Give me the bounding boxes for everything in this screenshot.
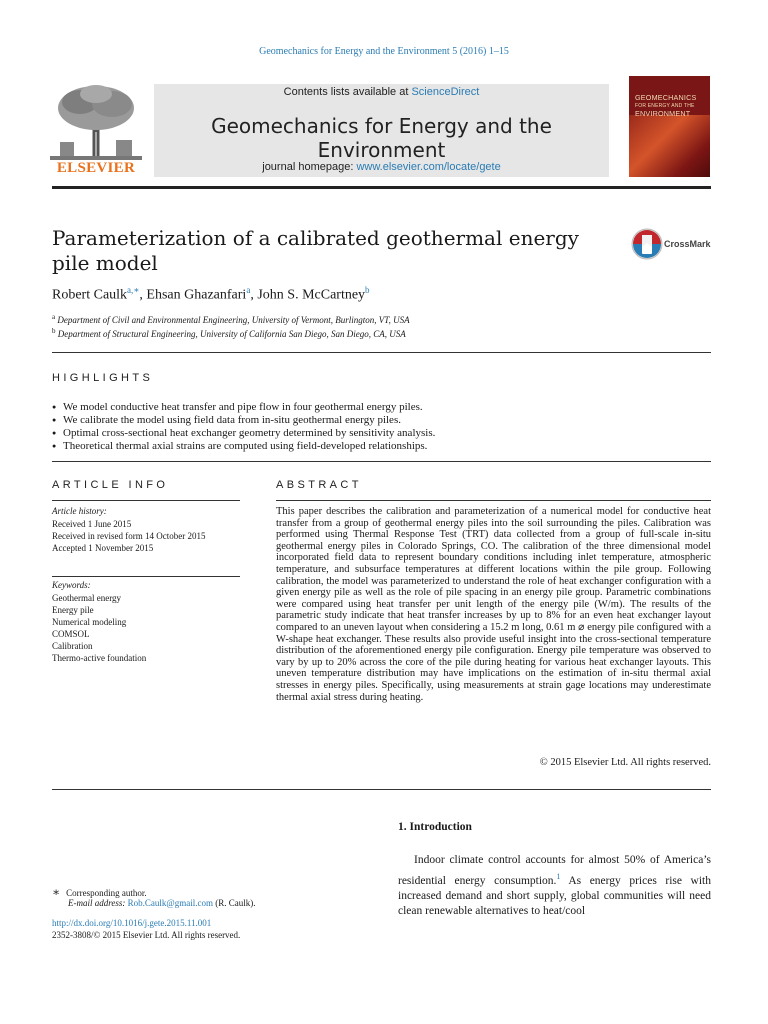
keywords-list bbox=[52, 592, 146, 664]
author-marks[interactable]: b bbox=[365, 285, 370, 295]
publisher-wordmark: ELSEVIER bbox=[56, 160, 136, 176]
intro-text: As energy prices rise with increased demand and short supply, global communities will need clean renewable alternatives to heat/cool bbox=[398, 874, 712, 918]
intro-text: Indoor climate control accounts for almost 50% of America’s residential energy consumption. bbox=[398, 854, 711, 887]
email-note bbox=[68, 898, 255, 908]
crossmark-icon bbox=[630, 227, 664, 261]
affiliation-mark: b bbox=[52, 327, 56, 335]
cover-line: ENVIRONMENT bbox=[635, 109, 691, 118]
highlight-item: ● Theoretical thermal axial strains are computed using field-developed relationships. bbox=[52, 440, 712, 453]
keyword: Numerical modeling bbox=[52, 617, 127, 627]
cover-line: FOR ENERGY AND THE bbox=[635, 103, 695, 109]
reference-link[interactable]: 1 bbox=[556, 871, 561, 881]
divider bbox=[52, 576, 240, 577]
highlights-list bbox=[52, 401, 712, 453]
journal-title: Geomechanics for Energy and the Environment bbox=[211, 114, 552, 162]
section-heading: 1. Introduction bbox=[398, 821, 472, 833]
corresponding-text: Corresponding author. bbox=[66, 888, 147, 898]
crossmark-label: CrossMark bbox=[664, 239, 711, 249]
divider bbox=[52, 352, 711, 353]
affiliation-text: Department of Civil and Environmental Engineering, University of Vermont, Burlington, VT, USA bbox=[57, 315, 410, 325]
author-marks[interactable]: a bbox=[246, 285, 251, 295]
author-name[interactable]: Robert Caulk bbox=[52, 287, 128, 303]
article-history bbox=[52, 518, 205, 554]
keyword: Calibration bbox=[52, 641, 93, 651]
homepage-prefix: journal homepage: bbox=[262, 161, 357, 173]
journal-homepage bbox=[154, 161, 609, 173]
email-label: E-mail address: bbox=[68, 898, 128, 908]
divider bbox=[52, 789, 711, 790]
journal-citation[interactable]: Geomechanics for Energy and the Environment 5 (2016) 1–15 bbox=[259, 46, 509, 57]
abstract-copyright: © 2015 Elsevier Ltd. All rights reserved. bbox=[539, 757, 711, 768]
header-rule bbox=[52, 186, 711, 189]
sciencedirect-link[interactable]: ScienceDirect bbox=[411, 86, 480, 98]
author-name[interactable]: Ehsan Ghazanfari bbox=[146, 287, 247, 303]
divider bbox=[52, 500, 240, 501]
abstract-text: This paper describes the calibration and parameterization of a numerical model for conductive heat transfer from a group of geothermal energy piles into the soil surrounding the piles. Calibration was performed using Thermal Response Test (TRT) data collected from a group of full-scale in-situ geothermal energy piles in Colorado Springs, CO. The calibration of the three dimensional model incorporated field data to represent boundary conditions including inlet temperature, atmospheric temperature, and subsurface temperatures at different locations within the pile group. Following calibration, the model was parameterized to understand the role of heat exchanger configuration with a given energy pile as well as the role of pile spacing in an energy pile group. Parametric combinations were compared using heat transfer per unit length of the energy pile (W/m). The results of the parametric study indicate that heat transfer increases by up to 8% for an even heat exchanger layout compared to an uneven layout when considering a 15.2 m long, 0.61 m ⌀ energy pile configured with a W-shape heat exchanger. These results also provide useful insight into the cross-sectional temperature distribution of the aforementioned energy pile configuration. Energy pile temperature was observed to vary by up to 20% across the core of the pile during heating for various heat exchanger layouts. This uneven temperature distribution may have implications on the estimation of in-situ thermal axial stresses in energy piles. Specifically, using measurements at strain gage locations may underestimate thermal axial stress during heating. bbox=[276, 506, 711, 703]
cover-line: GEOMECHANICS bbox=[635, 93, 697, 102]
article-info-heading: ARTICLE INFO bbox=[52, 479, 169, 491]
keyword: Thermo-active foundation bbox=[52, 653, 147, 663]
homepage-link[interactable]: www.elsevier.com/locate/gete bbox=[356, 161, 501, 173]
history-entry: Received 1 June 2015 bbox=[52, 519, 132, 529]
doi-link[interactable]: http://dx.doi.org/10.1016/j.gete.2015.11.001 bbox=[52, 918, 212, 928]
journal-cover[interactable] bbox=[629, 76, 710, 177]
author-name[interactable]: John S. McCartney bbox=[257, 287, 366, 303]
highlight-item: ● We calibrate the model using field data from in-situ geothermal energy piles. bbox=[52, 414, 712, 427]
email-link[interactable]: Rob.Caulk@gmail.com bbox=[127, 898, 213, 908]
keyword: COMSOL bbox=[52, 629, 90, 639]
history-entry: Received in revised form 14 October 2015 bbox=[52, 531, 206, 541]
abstract-heading: ABSTRACT bbox=[276, 479, 362, 491]
highlights-heading: HIGHLIGHTS bbox=[52, 372, 154, 384]
history-entry: Accepted 1 November 2015 bbox=[52, 543, 154, 553]
keyword: Energy pile bbox=[52, 605, 94, 615]
divider bbox=[276, 500, 711, 501]
affiliation-text: Department of Structural Engineering, University of California San Diego, San Diego, CA, USA bbox=[57, 329, 406, 339]
keywords-label: Keywords: bbox=[52, 580, 91, 590]
email-suffix: (R. Caulk). bbox=[212, 898, 256, 908]
divider bbox=[52, 461, 711, 462]
cover-artwork bbox=[629, 115, 710, 177]
cover-title bbox=[635, 94, 707, 118]
contents-prefix: Contents lists available at bbox=[283, 86, 412, 98]
affiliation-mark: a bbox=[52, 313, 56, 321]
keyword: Geothermal energy bbox=[52, 593, 122, 603]
contents-availability bbox=[154, 86, 609, 98]
introduction-paragraph bbox=[398, 853, 711, 920]
highlight-item: ● Optimal cross-sectional heat exchanger geometry determined by sensitivity analysis. bbox=[52, 427, 712, 440]
article-title: Parameterization of a calibrated geothermal energy pile model bbox=[52, 226, 579, 275]
author-marks[interactable]: a,∗ bbox=[127, 285, 140, 295]
highlight-item: ● We model conductive heat transfer and pipe flow in four geothermal energy piles. bbox=[52, 401, 712, 414]
affiliation bbox=[52, 313, 410, 325]
corresponding-mark: ∗ bbox=[52, 885, 61, 899]
article-history-label: Article history: bbox=[52, 506, 107, 516]
issn-copyright: 2352-3808/© 2015 Elsevier Ltd. All rights reserved. bbox=[52, 930, 241, 940]
author-list: Robert Caulk$^{a,∗}$, Ehsan Ghazanfari$^a$, John S. McCartney$^b$ bbox=[52, 285, 370, 303]
affiliation bbox=[52, 327, 406, 339]
